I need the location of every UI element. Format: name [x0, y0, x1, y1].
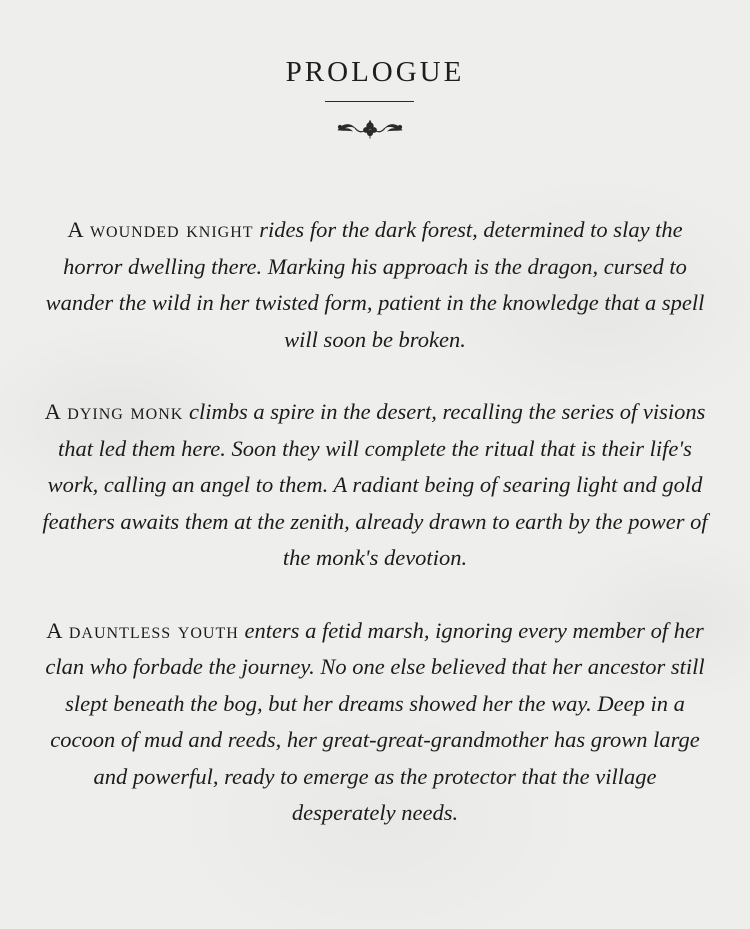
paragraph-body: climbs a spire in the desert, recalling the series of visions that led them here. Soon they will complete the ritual that is their life's work, calling an angel to them. A radiant being of searing light and gold feathers awaits them at the zenith, already drawn to earth by the power of the monk's devotion. [42, 399, 708, 570]
paragraph-knight [40, 212, 710, 358]
paragraph-body: enters a fetid marsh, ignoring every member of her clan who forbade the journey. No one else believed that her ancestor still slept beneath the bog, but her dreams showed her the way. Deep in a cocoon of mud and reeds, her great-great-grandmother has grown large and powerful, ready to emerge as the protector that the village desperately needs. [45, 617, 705, 825]
page-title: PROLOGUE [285, 56, 465, 88]
paragraph-monk [40, 394, 710, 577]
paragraph-lead: A dauntless youth [46, 617, 239, 643]
prologue-text [40, 212, 710, 832]
paragraph-youth [40, 613, 710, 832]
floral-flourish-icon [335, 117, 405, 139]
paragraph-lead: A dying monk [44, 399, 184, 424]
title-divider [325, 101, 414, 102]
paragraph-body: rides for the dark forest, determined to slay the horror dwelling there. Marking his approach is the dragon, cursed to wander the wild in her twisted form, patient in the knowledge that a spell will soon be broken. [45, 217, 705, 352]
paragraph-lead: A wounded knight [67, 217, 254, 242]
